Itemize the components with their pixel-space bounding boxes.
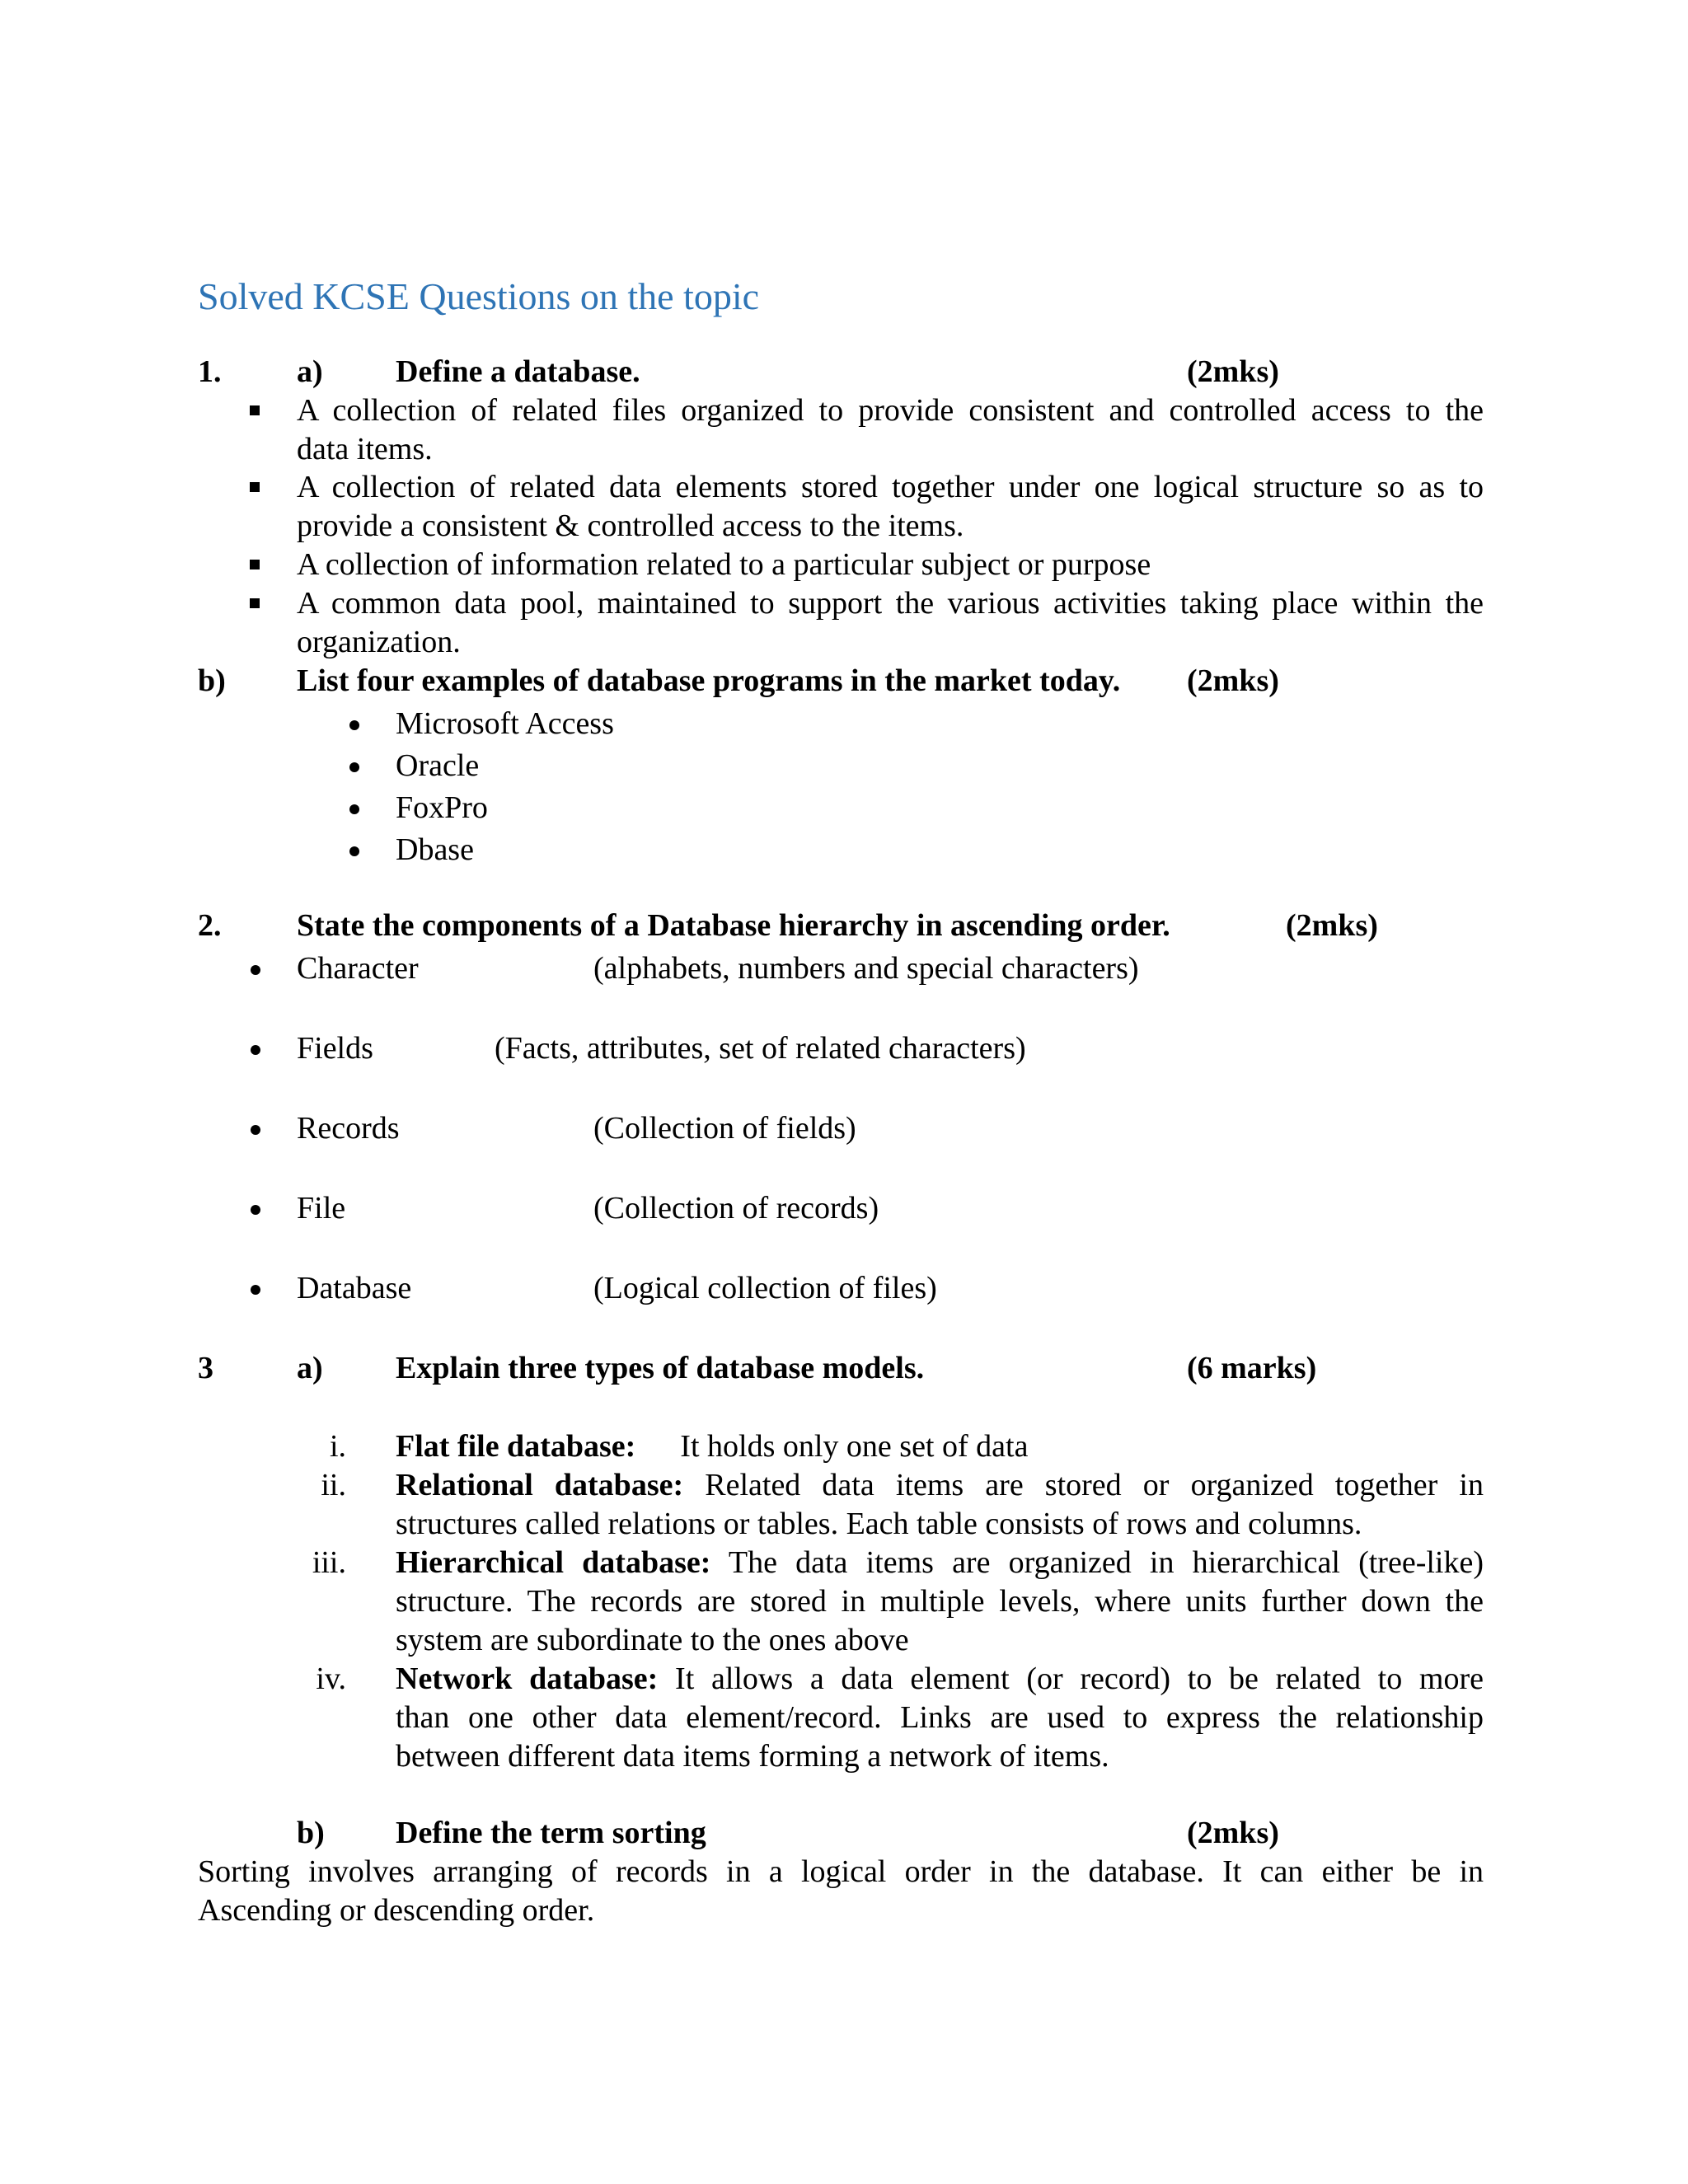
q3b-marks: (2mks) <box>1187 1816 1279 1850</box>
model-name: Relational database: <box>396 1468 684 1502</box>
component-name: File <box>297 1191 346 1226</box>
component-name: Character <box>297 951 419 986</box>
component-desc: (alphabets, numbers and special characters) <box>593 951 1139 986</box>
q1a-label: a) <box>297 354 323 389</box>
model-numeral: ii. <box>321 1468 346 1502</box>
component-name: Fields <box>297 1031 373 1066</box>
model-desc-line: The data items are organized in hierarchical (tree-like) <box>728 1545 1484 1580</box>
model-entry-relational <box>396 1466 1484 1505</box>
program-item: Dbase <box>396 832 474 867</box>
component-desc: (Collection of fields) <box>593 1111 856 1146</box>
component-name: Records <box>297 1111 400 1146</box>
model-entry-network <box>396 1660 1484 1699</box>
model-desc-line: structures called relations or tables. Each table consists of rows and columns. <box>396 1507 1362 1541</box>
q2-number: 2. <box>198 908 222 943</box>
model-desc-line: Related data items are stored or organized together in <box>705 1468 1484 1502</box>
bullet-icon <box>349 804 359 814</box>
component-desc: (Logical collection of files) <box>593 1271 937 1305</box>
model-numeral: i. <box>329 1429 346 1464</box>
q3-number: 3 <box>198 1351 213 1385</box>
model-numeral: iii. <box>312 1545 346 1580</box>
bullet-icon <box>251 1045 260 1055</box>
page-title: Solved KCSE Questions on the topic <box>198 275 760 317</box>
square-bullet-icon <box>250 405 260 415</box>
q2-question: State the components of a Database hierarchy in ascending order. <box>297 908 1170 943</box>
definition-1-line-1: A collection of related files organized to provide consistent and controlled access to the <box>297 393 1484 428</box>
q1b-question: List four examples of database programs in the market today. <box>297 663 1121 698</box>
model-entry-hierarchical <box>396 1544 1484 1582</box>
q1b-marks: (2mks) <box>1187 663 1279 698</box>
model-desc-line: It allows a data element (or record) to be related to more <box>675 1661 1484 1696</box>
model-desc-line: structure. The records are stored in multiple levels, where units further down the <box>396 1584 1484 1619</box>
model-numeral: iv. <box>316 1661 346 1696</box>
model-name: Network database: <box>396 1661 659 1696</box>
component-desc: (Facts, attributes, set of related characters) <box>495 1031 1026 1066</box>
bullet-icon <box>349 846 359 856</box>
definition-2-line-2: provide a consistent & controlled access to the items. <box>297 509 964 543</box>
q1a-marks: (2mks) <box>1187 354 1279 389</box>
sorting-answer-line-1: Sorting involves arranging of records in a logical order in the database. It can either be in <box>198 1854 1484 1889</box>
q2-marks: (2mks) <box>1286 908 1378 943</box>
q3a-question: Explain three types of database models. <box>396 1351 925 1385</box>
definition-2-line-1: A collection of related data elements stored together under one logical structure so as to <box>297 470 1484 504</box>
q3b-question: Define the term sorting <box>396 1816 706 1850</box>
q1-number: 1. <box>198 354 222 389</box>
q3a-label: a) <box>297 1351 323 1385</box>
q1a-question: Define a database. <box>396 354 640 389</box>
program-item: FoxPro <box>396 790 488 825</box>
q3a-marks: (6 marks) <box>1187 1351 1317 1385</box>
model-desc-line: than one other data element/record. Links are used to express the relationship <box>396 1700 1484 1735</box>
bullet-icon <box>349 762 359 772</box>
program-item: Oracle <box>396 748 480 783</box>
model-entry-flat-file <box>396 1427 1028 1466</box>
model-name: Hierarchical database: <box>396 1545 711 1580</box>
definition-4-line-1: A common data pool, maintained to support the various activities taking place within the <box>297 586 1484 621</box>
sorting-answer-line-2: Ascending or descending order. <box>198 1893 595 1928</box>
definition-3-line-1: A collection of information related to a particular subject or purpose <box>297 547 1151 582</box>
model-desc-line: It holds only one set of data <box>680 1429 1029 1464</box>
model-name: Flat file database: <box>396 1429 636 1464</box>
square-bullet-icon <box>250 482 260 492</box>
component-name: Database <box>297 1271 412 1305</box>
component-desc: (Collection of records) <box>593 1191 879 1226</box>
q3b-label: b) <box>297 1816 325 1850</box>
bullet-icon <box>251 965 260 975</box>
square-bullet-icon <box>250 560 260 569</box>
model-desc-line: between different data items forming a network of items. <box>396 1739 1109 1774</box>
definition-4-line-2: organization. <box>297 625 461 659</box>
bullet-icon <box>349 720 359 730</box>
program-item: Microsoft Access <box>396 706 614 741</box>
model-desc-line: system are subordinate to the ones above <box>396 1623 909 1657</box>
q1b-label: b) <box>198 663 226 698</box>
bullet-icon <box>251 1125 260 1135</box>
square-bullet-icon <box>250 598 260 608</box>
definition-1-line-2: data items. <box>297 432 433 466</box>
bullet-icon <box>251 1285 260 1295</box>
bullet-icon <box>251 1205 260 1215</box>
